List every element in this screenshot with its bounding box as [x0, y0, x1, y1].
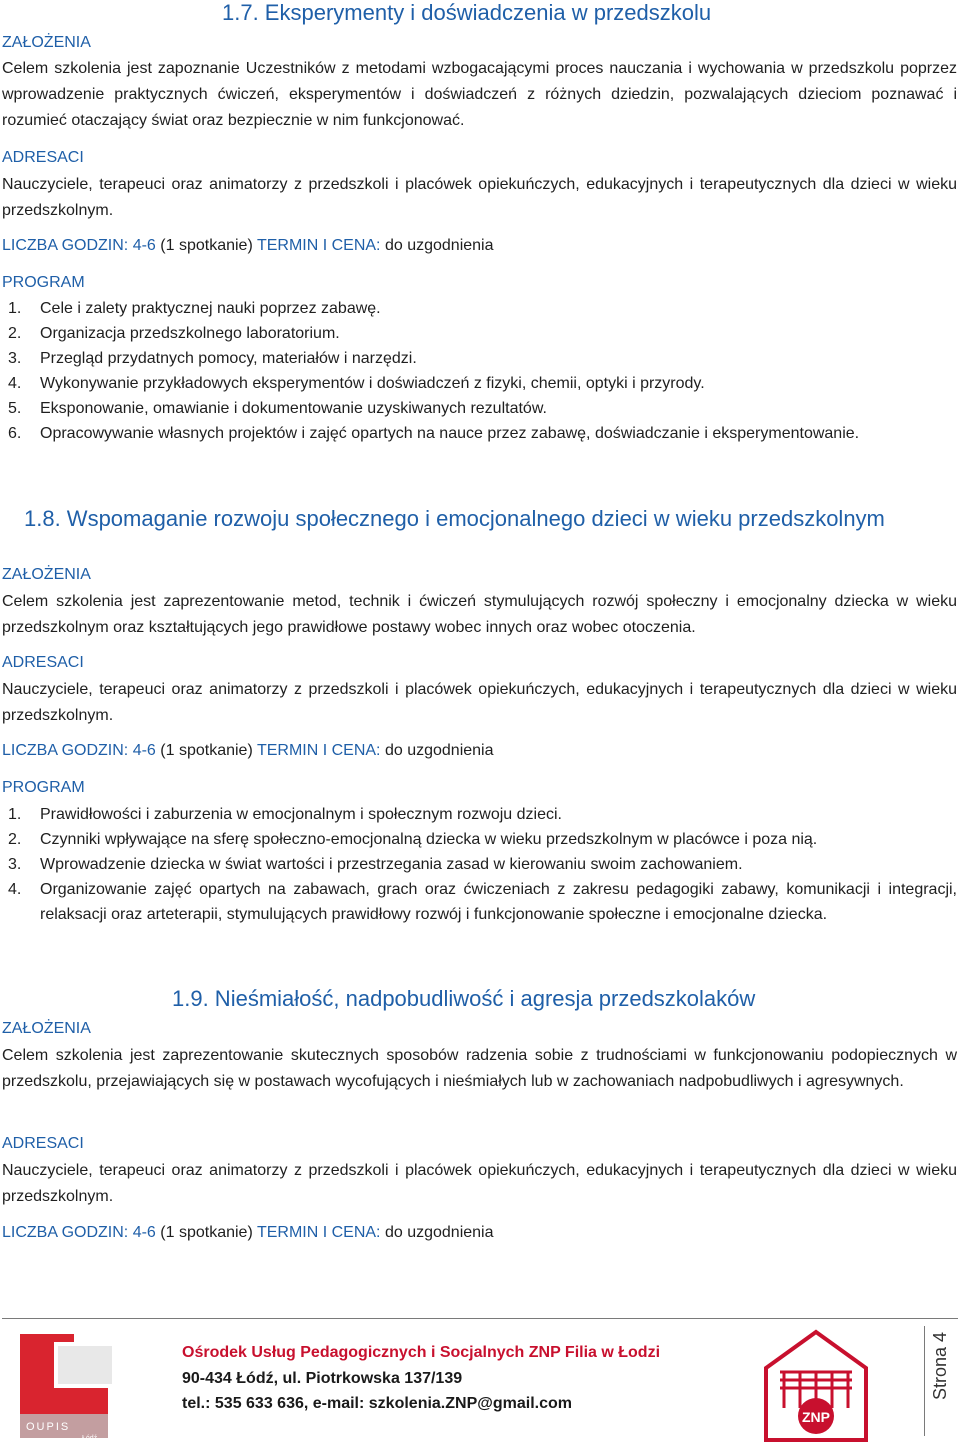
hours-value: 4-6 — [132, 1224, 156, 1241]
hours-note: (1 spotkanie) — [160, 1224, 253, 1241]
adresaci-text: Nauczyciele, terapeuci oraz animatorzy z przedszkoli i placówek opiekuńczych, edukacyjnych i terapeutycznych dla dzieci w wieku przedszkolnym. — [2, 1162, 957, 1205]
program-list — [0, 296, 957, 446]
adresaci-label: ADRESACI — [2, 654, 84, 671]
page-footer — [0, 1318, 960, 1444]
hours-term-line — [2, 1220, 494, 1246]
list-item — [0, 802, 957, 827]
item-number: 3. — [8, 350, 22, 367]
list-item — [0, 852, 957, 877]
zalozenia-label: ZAŁOŻENIA — [2, 34, 91, 51]
item-text: Przegląd przydatnych pomocy, materiałów i narzędzi. — [40, 350, 417, 367]
item-text: Czynniki wpływające na sferę społeczno-emocjonalną dziecka w wieku przedszkolnym w placówce i poza nią. — [40, 831, 818, 848]
org-address: 90-434 Łódź, ul. Piotrkowska 137/139 — [182, 1370, 463, 1387]
item-text: Organizowanie zajęć opartych na zabawach, grach oraz ćwiczeniach z zakresu pedagogiki zabawy, komunikacji i integracji, relaksacji oraz arteterapii, stymulujących prawidłowy rozwój i funkcjonowanie społeczne i emocjonalne dziecka. — [40, 881, 957, 923]
list-item — [0, 296, 957, 321]
item-number: 2. — [8, 325, 22, 342]
org-name: Ośrodek Usług Pedagogicznych i Socjalnych ZNP Filia w Łodzi — [182, 1344, 661, 1361]
program-label: PROGRAM — [2, 779, 85, 796]
section-title: 1.9. Nieśmiałość, nadpobudliwość i agresja przedszkolaków — [172, 986, 756, 1011]
znp-logo — [760, 1328, 872, 1444]
zalozenia-text: Celem szkolenia jest zaprezentowanie skutecznych sposobów radzenia sobie z trudnościami w funkcjonowaniu podopiecznych w przedszkolu, przejawiających się w postawach wycofujących i nieśmiałych lub w zachowaniach nadpobudliwych i agresywnych. — [2, 1047, 957, 1090]
list-item — [0, 371, 957, 396]
item-number: 2. — [8, 831, 22, 848]
item-number: 3. — [8, 856, 22, 873]
svg-text:Łódź: Łódź — [82, 1435, 98, 1442]
hours-term-line — [2, 233, 494, 259]
hours-term-line — [2, 738, 494, 764]
list-item — [0, 421, 957, 446]
hours-note: (1 spotkanie) — [160, 742, 253, 759]
list-item — [0, 827, 957, 852]
term-label: TERMIN I CENA: — [256, 237, 381, 254]
logo-left-text: OUPIS — [26, 1421, 71, 1433]
oupis-logo — [12, 1328, 120, 1444]
program-list — [0, 802, 957, 927]
list-item — [0, 321, 957, 346]
org-contact: tel.: 535 633 636, e-mail: szkolenia.ZNP@gmail.com — [182, 1395, 572, 1412]
section-title: 1.8. Wspomaganie rozwoju społecznego i emocjonalnego dzieci w wieku przedszkolnym — [24, 506, 885, 531]
item-text: Opracowywanie własnych projektów i zajęć opartych na nauce przez zabawę, doświadczanie i eksperymentowanie. — [40, 425, 860, 442]
footer-divider — [2, 1318, 958, 1319]
term-value: do uzgodnienia — [384, 1224, 494, 1241]
program-label: PROGRAM — [2, 274, 85, 291]
list-item — [0, 346, 957, 371]
term-label: TERMIN I CENA: — [256, 1224, 381, 1241]
zalozenia-text: Celem szkolenia jest zapoznanie Uczestników z metodami wzbogacającymi proces nauczania i wychowania w przedszkolu poprzez wprowadzenie praktycznych ćwiczeń, eksperymentów i doświadczeń z różnych dziedzin, pozwalających dzieciom poznawać i rozumieć otaczający świat oraz bezpiecznie w nim funkcjonować. — [2, 60, 957, 129]
list-item — [0, 396, 957, 421]
hours-value: 4-6 — [132, 237, 156, 254]
page-number: Strona 4 — [930, 1332, 950, 1401]
footer-vertical-divider — [924, 1326, 925, 1436]
adresaci-label: ADRESACI — [2, 149, 84, 166]
term-value: do uzgodnienia — [384, 742, 494, 759]
item-number: 1. — [8, 806, 22, 823]
item-text: Prawidłowości i zaburzenia w emocjonalnym i społecznym rozwoju dzieci. — [40, 806, 562, 823]
adresaci-label: ADRESACI — [2, 1135, 84, 1152]
hours-label: LICZBA GODZIN: — [2, 742, 129, 759]
item-number: 4. — [8, 375, 22, 392]
zalozenia-label: ZAŁOŻENIA — [2, 1020, 91, 1037]
item-text: Cele i zalety praktycznej nauki poprzez zabawę. — [40, 300, 381, 317]
term-label: TERMIN I CENA: — [256, 742, 381, 759]
item-number: 4. — [8, 881, 22, 898]
zalozenia-text: Celem szkolenia jest zaprezentowanie metod, technik i ćwiczeń stymulujących rozwój społeczny i emocjonalny dziecka w wieku przedszkolnym oraz kształtujących jego prawidłowe postawy wobec innych oraz wobec otoczenia. — [2, 593, 957, 636]
hours-note: (1 spotkanie) — [160, 237, 253, 254]
svg-text:ZNP: ZNP — [802, 1409, 830, 1425]
hours-label: LICZBA GODZIN: — [2, 1224, 129, 1241]
item-number: 1. — [8, 300, 22, 317]
hours-value: 4-6 — [132, 742, 156, 759]
item-text: Wprowadzenie dziecka w świat wartości i przestrzegania zasad w kierowaniu swoim zachowaniem. — [40, 856, 743, 873]
term-value: do uzgodnienia — [384, 237, 494, 254]
zalozenia-label: ZAŁOŻENIA — [2, 566, 91, 583]
section-title: 1.7. Eksperymenty i doświadczenia w przedszkolu — [222, 0, 712, 25]
adresaci-text: Nauczyciele, terapeuci oraz animatorzy z przedszkoli i placówek opiekuńczych, edukacyjnych i terapeutycznych dla dzieci w wieku przedszkolnym. — [2, 681, 957, 724]
adresaci-text: Nauczyciele, terapeuci oraz animatorzy z przedszkoli i placówek opiekuńczych, edukacyjnych i terapeutycznych dla dzieci w wieku przedszkolnym. — [2, 176, 957, 219]
list-item — [0, 877, 957, 927]
item-number: 5. — [8, 400, 22, 417]
hours-label: LICZBA GODZIN: — [2, 237, 129, 254]
item-number: 6. — [8, 425, 22, 442]
item-text: Organizacja przedszkolnego laboratorium. — [40, 325, 340, 342]
item-text: Wykonywanie przykładowych eksperymentów i doświadczeń z fizyki, chemii, optyki i przyrody. — [40, 375, 705, 392]
item-text: Eksponowanie, omawianie i dokumentowanie uzyskiwanych rezultatów. — [40, 400, 547, 417]
